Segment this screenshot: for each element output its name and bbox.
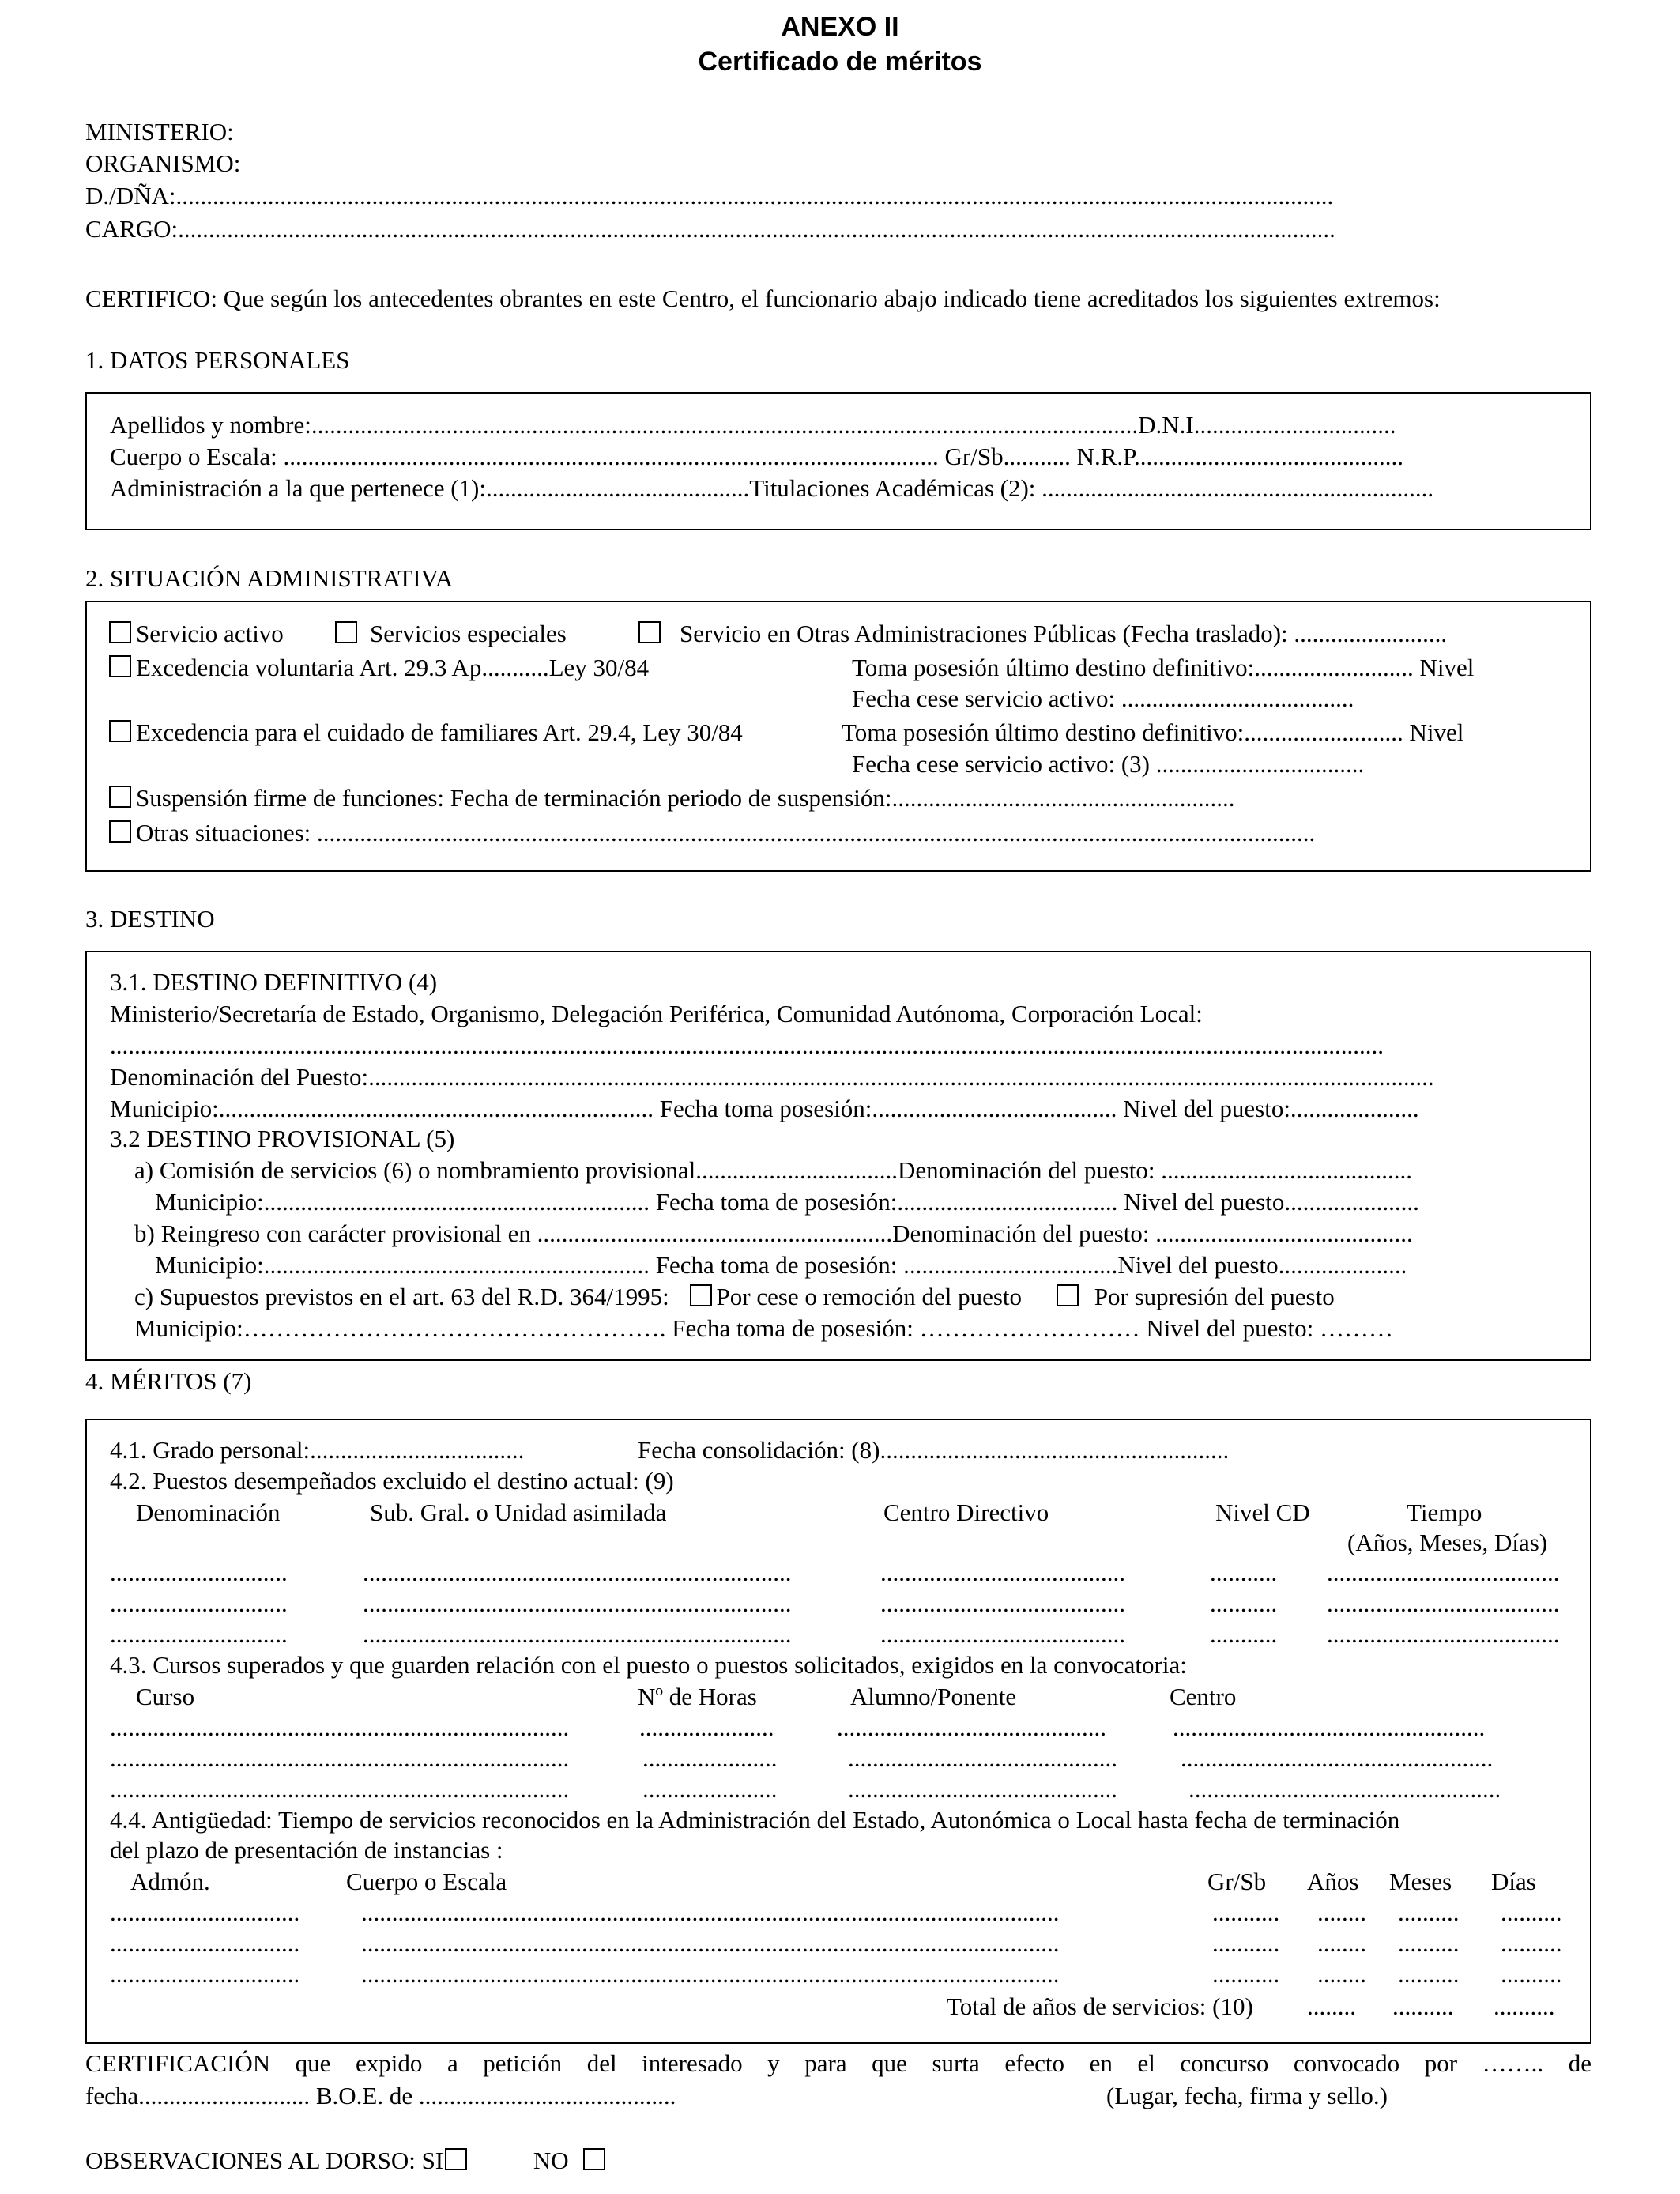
row-suspension xyxy=(109,782,1234,814)
reingreso-line: b) Reingreso con carácter provisional en ..........................................................Denominación del puesto: .......................................... xyxy=(134,1220,1413,1247)
antiguedad-cell: .................................................................................................................. xyxy=(361,1929,1060,1957)
supuestos-label: c) Supuestos previstos en el art. 63 del R.D. 364/1995: xyxy=(134,1283,669,1310)
section-2-heading: 2. SITUACIÓN ADMINISTRATIVA xyxy=(85,564,454,592)
grado-personal-field: 4.1. Grado personal:................................... xyxy=(110,1436,525,1464)
excedencia-familiares-checkbox[interactable] xyxy=(109,720,131,742)
supresion-label: Por supresión del puesto xyxy=(1094,1283,1335,1310)
denominacion-puesto-field: Denominación del Puesto:.............................................................................................................................................................................. xyxy=(110,1063,1434,1091)
no-checkbox[interactable] xyxy=(583,2148,605,2170)
annex-title: ANEXO II xyxy=(781,12,899,42)
curso-cell: ................................................... xyxy=(1188,1775,1501,1803)
otras-administraciones-label: Servicio en Otras Administraciones Públicas (Fecha traslado): ......................... xyxy=(680,620,1448,647)
pd-cell: ...................................... xyxy=(1327,1620,1560,1648)
col-nivel-cd: Nivel CD xyxy=(1215,1498,1310,1526)
col-horas: Nº de Horas xyxy=(638,1683,757,1710)
cese-remocion-checkbox[interactable] xyxy=(690,1284,712,1306)
cursos-heading: 4.3. Cursos superados y que guarden relación con el puesto o puestos solicitados, exigidos en la convocatoria: xyxy=(110,1651,1187,1679)
pd-cell: ............................. xyxy=(110,1620,288,1648)
antiguedad-cell: ............................... xyxy=(110,1929,300,1957)
puestos-desempenados-heading: 4.2. Puestos desempeñados excluido el destino actual: (9) xyxy=(110,1467,674,1495)
pd-cell: ........... xyxy=(1210,1559,1278,1586)
cargo-field: CARGO:............................................................................................................................................................................................. xyxy=(85,215,1335,243)
pd-cell: ........................................ xyxy=(880,1589,1125,1617)
excedencia-voluntaria-cese: Fecha cese servicio activo: ...................................... xyxy=(852,684,1354,712)
supuestos-line xyxy=(134,1281,1335,1313)
row-otras-situaciones xyxy=(109,817,1315,849)
antiguedad-cell: ........ xyxy=(1317,1960,1366,1988)
suspension-label: Suspensión firme de funciones: Fecha de terminación periodo de suspensión:........................................................ xyxy=(136,784,1235,812)
total-dias: .......... xyxy=(1494,1992,1555,2020)
servicios-especiales-checkbox[interactable] xyxy=(335,621,357,643)
antiguedad-cell: ........ xyxy=(1317,1898,1366,1926)
curso-cell: ............................................ xyxy=(837,1713,1106,1741)
col-dias: Días xyxy=(1491,1868,1536,1895)
antiguedad-cell: .......... xyxy=(1398,1960,1460,1988)
comision-servicios-line: a) Comisión de servicios (6) o nombramiento provisional.................................Denominación del puesto: ......................................... xyxy=(134,1156,1412,1184)
organismo-label: ORGANISMO: xyxy=(85,149,241,177)
section-2-box xyxy=(85,601,1591,872)
destino-provisional-heading: 3.2 DESTINO PROVISIONAL (5) xyxy=(110,1125,455,1152)
col-alumno-ponente: Alumno/Ponente xyxy=(850,1683,1017,1710)
curso-cell: ................................................... xyxy=(1173,1713,1486,1741)
otras-situaciones-checkbox[interactable] xyxy=(109,820,131,843)
curso-cell: ...................... xyxy=(642,1744,778,1772)
row-servicio-activo xyxy=(109,618,284,650)
curso-cell: ...................... xyxy=(642,1775,778,1803)
administracion-field: Administración a la que pertenece (1):...........................................Titulaciones Académicas (2): ................................................................ xyxy=(110,474,1434,502)
ministerio-label: MINISTERIO: xyxy=(85,118,234,145)
destino-blank-line: ................................................................................................................................................................................................................ xyxy=(110,1031,1384,1059)
supresion-checkbox[interactable] xyxy=(1057,1284,1079,1306)
section-4-heading: 4. MÉRITOS (7) xyxy=(85,1367,252,1395)
col-sub-gral: Sub. Gral. o Unidad asimilada xyxy=(370,1498,667,1526)
lugar-fecha-firma: (Lugar, fecha, firma y sello.) xyxy=(1106,2082,1388,2109)
cese-remocion-label: Por cese o remoción del puesto xyxy=(716,1283,1023,1310)
section-1-heading: 1. DATOS PERSONALES xyxy=(85,346,350,374)
observaciones-no-label: NO xyxy=(533,2147,569,2174)
row-servicios-especiales xyxy=(335,618,567,650)
servicio-activo-label: Servicio activo xyxy=(136,620,284,647)
col-curso: Curso xyxy=(136,1683,195,1710)
curso-cell: ........................................................................... xyxy=(110,1744,570,1772)
antiguedad-cell: .................................................................................................................. xyxy=(361,1898,1060,1926)
otras-situaciones-label: Otras situaciones: ................................................................................................................................................................... xyxy=(136,819,1316,846)
suspension-checkbox[interactable] xyxy=(109,786,131,808)
col-anos: Años xyxy=(1307,1868,1359,1895)
otras-administraciones-checkbox[interactable] xyxy=(638,621,661,643)
antiguedad-heading-cont: del plazo de presentación de instancias : xyxy=(110,1836,503,1864)
section-3-heading: 3. DESTINO xyxy=(85,905,215,933)
servicio-activo-checkbox[interactable] xyxy=(109,621,131,643)
row-otras-administraciones xyxy=(638,618,1447,650)
apellidos-field: Apellidos y nombre:.......................................................................................................................................D.N.I................................. xyxy=(110,411,1396,439)
section-4-box xyxy=(85,1419,1591,2044)
dona-field: D./DÑA:............................................................................................................................................................................................. xyxy=(85,182,1334,209)
destino-ministerio-line: Ministerio/Secretaría de Estado, Organismo, Delegación Periférica, Comunidad Autónoma, Corporación Local: xyxy=(110,1000,1203,1027)
col-centro: Centro xyxy=(1170,1683,1237,1710)
si-checkbox[interactable] xyxy=(445,2148,467,2170)
antiguedad-heading: 4.4. Antigüedad: Tiempo de servicios reconocidos en la Administración del Estado, Autonómica o Local hasta fecha de terminación xyxy=(110,1806,1400,1834)
antiguedad-cell: .......... xyxy=(1398,1929,1460,1957)
pd-cell: ........................................ xyxy=(880,1620,1125,1648)
col-centro-directivo: Centro Directivo xyxy=(883,1498,1049,1526)
curso-cell: ...................... xyxy=(639,1713,774,1741)
section-3-box xyxy=(85,951,1591,1361)
excedencia-voluntaria-toma: Toma posesión último destino definitivo:.......................... Nivel xyxy=(852,654,1475,681)
antiguedad-cell: ........... xyxy=(1212,1898,1280,1926)
section-1-box xyxy=(85,392,1591,530)
antiguedad-cell: .......... xyxy=(1501,1960,1562,1988)
col-meses: Meses xyxy=(1389,1868,1452,1895)
col-denominacion: Denominación xyxy=(136,1498,281,1526)
cuerpo-field: Cuerpo o Escala: ........................................................................................................... Gr/Sb........... N.R.P............................................ xyxy=(110,443,1403,470)
excedencia-voluntaria-label: Excedencia voluntaria Art. 29.3 Ap...........Ley 30/84 xyxy=(136,654,650,681)
certifico-label: CERTIFICO: xyxy=(85,285,217,312)
excedencia-familiares-cese: Fecha cese servicio activo: (3) .................................. xyxy=(852,750,1365,778)
row-excedencia-familiares xyxy=(109,717,743,748)
curso-cell: ........................................................................... xyxy=(110,1713,570,1741)
col-admon: Admón. xyxy=(130,1868,210,1895)
pd-cell: ........... xyxy=(1210,1589,1278,1617)
destino-definitivo-heading: 3.1. DESTINO DEFINITIVO (4) xyxy=(110,968,438,996)
reingreso-municipio-line: Municipio:............................................................... Fecha toma de posesión: ...................................Nivel del puesto..................... xyxy=(155,1251,1407,1279)
antiguedad-cell: .......... xyxy=(1501,1898,1562,1926)
row-excedencia-voluntaria xyxy=(109,652,649,684)
col-cuerpo-escala: Cuerpo o Escala xyxy=(346,1868,507,1895)
antiguedad-cell: ........... xyxy=(1212,1929,1280,1957)
excedencia-familiares-label: Excedencia para el cuidado de familiares Art. 29.4, Ley 30/84 xyxy=(136,718,743,746)
certificacion-line: CERTIFICACIÓN que expido a petición del interesado y para que surta efecto en el concurso convocado por …….. de xyxy=(85,2049,1591,2077)
col-tiempo: Tiempo xyxy=(1407,1498,1482,1526)
antiguedad-cell: ............................... xyxy=(110,1898,300,1926)
observaciones-line xyxy=(85,2145,610,2177)
fecha-boe-line: fecha............................ B.O.E. de .......................................... xyxy=(85,2082,676,2109)
antiguedad-cell: ........ xyxy=(1317,1929,1366,1957)
destino-municipio-line: Municipio:....................................................................... Fecha toma posesión:........................................ Nivel del puesto:..................... xyxy=(110,1095,1419,1122)
antiguedad-cell: .................................................................................................................. xyxy=(361,1960,1060,1988)
total-servicios-label: Total de años de servicios: (10) xyxy=(947,1992,1253,2020)
col-tiempo-unit: (Años, Meses, Días) xyxy=(1347,1529,1548,1556)
servicios-especiales-label: Servicios especiales xyxy=(370,620,567,647)
col-gr-sb: Gr/Sb xyxy=(1207,1868,1267,1895)
fecha-consolidacion-field: Fecha consolidación: (8)......................................................... xyxy=(638,1436,1230,1464)
pd-cell: ...................................................................... xyxy=(363,1589,792,1617)
certifico-text: Que según los antecedentes obrantes en este Centro, el funcionario abajo indicado tiene acreditados los siguientes extremos: xyxy=(217,285,1441,312)
pd-cell: ...................................................................... xyxy=(363,1620,792,1648)
total-anos: ........ xyxy=(1307,1992,1356,2020)
pd-cell: ...................................................................... xyxy=(363,1559,792,1586)
antiguedad-cell: ............................... xyxy=(110,1960,300,1988)
supuestos-municipio-line: Municipio:……………………………………………. Fecha toma de posesión: ……………………… Nivel del puesto: ……… xyxy=(134,1314,1393,1342)
excedencia-voluntaria-checkbox[interactable] xyxy=(109,655,131,677)
excedencia-familiares-toma: Toma posesión último destino definitivo:.......................... Nivel xyxy=(842,718,1464,746)
pd-cell: ...................................... xyxy=(1327,1559,1560,1586)
curso-cell: ............................................ xyxy=(848,1744,1117,1772)
total-meses: .......... xyxy=(1392,1992,1454,2020)
antiguedad-cell: .......... xyxy=(1501,1929,1562,1957)
antiguedad-cell: .......... xyxy=(1398,1898,1460,1926)
pd-cell: ...................................... xyxy=(1327,1589,1560,1617)
pd-cell: ........... xyxy=(1210,1620,1278,1648)
curso-cell: ............................................ xyxy=(848,1775,1117,1803)
document-title: Certificado de méritos xyxy=(698,47,982,77)
antiguedad-cell: ........... xyxy=(1212,1960,1280,1988)
pd-cell: ........................................ xyxy=(880,1559,1125,1586)
pd-cell: ............................. xyxy=(110,1559,288,1586)
certifico-statement xyxy=(85,283,1441,315)
observaciones-si-label: OBSERVACIONES AL DORSO: SI xyxy=(85,2147,444,2174)
pd-cell: ............................. xyxy=(110,1589,288,1617)
curso-cell: ................................................... xyxy=(1181,1744,1494,1772)
comision-municipio-line: Municipio:............................................................... Fecha toma de posesión:.................................... Nivel del puesto...................... xyxy=(155,1188,1419,1216)
curso-cell: ........................................................................... xyxy=(110,1775,570,1803)
